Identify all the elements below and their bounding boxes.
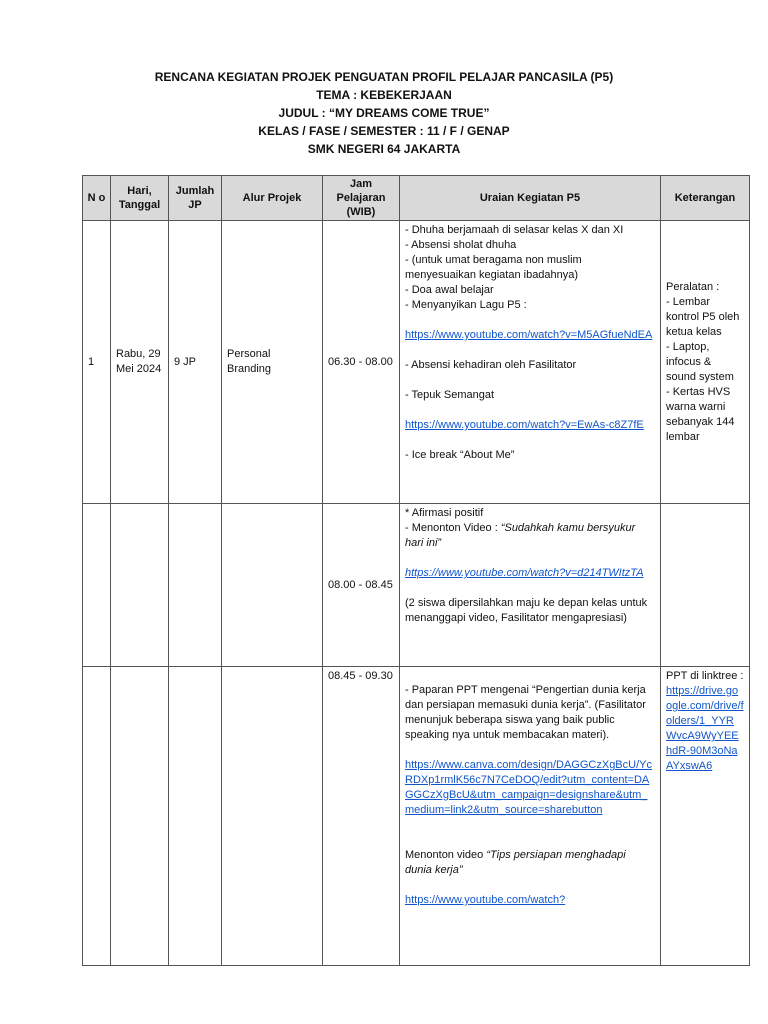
header-uraian-kegiatan: Uraian Kegiatan P5 <box>400 176 661 221</box>
cell-alur-projek <box>222 504 323 667</box>
table-row <box>83 504 750 667</box>
cell-hari-tanggal <box>111 504 169 667</box>
cell-alur-projek: Personal Branding <box>222 221 323 504</box>
cell-no <box>83 504 111 667</box>
cell-jumlah-jp <box>169 667 222 966</box>
cell-hari-tanggal: Rabu, 29 Mei 2024 <box>111 221 169 504</box>
tips-prefix: Menonton video <box>405 849 487 861</box>
cell-jumlah-jp <box>169 504 222 667</box>
google-drive-link[interactable]: https://drive.google.com/drive/folders/1_YYRWvcA9WyYEEhdR-90M3oNaAYxswA6 <box>666 685 744 772</box>
header-no: N o <box>83 176 111 221</box>
cell-jam: 08.00 - 08.45 <box>323 504 400 667</box>
keterangan-peralatan: Peralatan : - Lembar kontrol P5 oleh ketua kelas - Laptop, infocus & sound system - Kertas HVS warna warni sebanyak 144 lembar <box>666 280 740 443</box>
cell-jam: 08.45 - 09.30 <box>323 667 400 966</box>
cell-hari-tanggal <box>111 667 169 966</box>
header-jumlah-jp: Jumlah JP <box>169 176 222 221</box>
cell-keterangan <box>661 504 750 667</box>
youtube-link-bersyukur[interactable]: https://www.youtube.com/watch?v=d214TWItzTA <box>405 567 644 579</box>
youtube-link-lagu-p5[interactable]: https://www.youtube.com/watch?v=M5AGfueNdEA <box>405 329 653 341</box>
table-row <box>83 667 750 966</box>
tips-title: “Tips persiapan menghadapi dunia kerja” <box>405 849 626 876</box>
video-title: “Sudahkah kamu bersyukur hari ini” <box>405 522 636 549</box>
canva-link[interactable]: https://www.canva.com/design/DAGGCzXgBcU/YcRDXp1rmlK56c7N7CeDOQ/edit?utm_content=DAGGCzXgBcU&utm_campaign=designshare&utm_medium=link2&utm_source=sharebutton <box>405 759 652 816</box>
title-theme: TEMA : KEBEKERJAAN <box>316 88 452 102</box>
cell-keterangan <box>661 667 750 966</box>
uraian-afirmasi: * Afirmasi positif <box>405 507 484 519</box>
activity-table <box>82 175 750 966</box>
youtube-link-tips[interactable]: https://www.youtube.com/watch? <box>405 894 566 906</box>
header-jam-pelajaran: Jam Pelajaran (WIB) <box>323 176 400 221</box>
video-prefix: - Menonton Video : <box>405 522 501 534</box>
cell-uraian <box>400 667 661 966</box>
title-kelas: KELAS / FASE / SEMESTER : 11 / F / GENAP <box>258 124 510 138</box>
cell-keterangan <box>661 221 750 504</box>
cell-alur-projek <box>222 667 323 966</box>
cell-jumlah-jp: 9 JP <box>169 221 222 504</box>
title-judul: JUDUL : “MY DREAMS COME TRUE” <box>278 106 490 120</box>
table-header-row <box>83 176 750 221</box>
uraian-tanggapan: (2 siswa dipersilahkan maju ke depan kelas untuk menanggapi video, Fasilitator mengapresiasi) <box>405 597 648 624</box>
uraian-absensi: - Absensi kehadiran oleh Fasilitator <box>405 359 577 371</box>
cell-no <box>83 667 111 966</box>
uraian-tepuk-semangat: - Tepuk Semangat <box>405 389 495 401</box>
header-alur-projek: Alur Projek <box>222 176 323 221</box>
uraian-ice-break: - Ice break “About Me” <box>405 449 515 461</box>
title-line-1: RENCANA KEGIATAN PROJEK PENGUATAN PROFIL PELAJAR PANCASILA (P5) <box>154 70 614 84</box>
uraian-menonton-tips <box>405 848 655 878</box>
header-keterangan: Keterangan <box>661 176 750 221</box>
title-school: SMK NEGERI 64 JAKARTA <box>307 142 461 156</box>
cell-uraian <box>400 221 661 504</box>
keterangan-ppt: PPT di linktree : <box>666 670 744 682</box>
header-hari-tanggal: Hari, Tanggal <box>111 176 169 221</box>
uraian-menonton-video <box>405 521 655 551</box>
cell-jam: 06.30 - 08.00 <box>323 221 400 504</box>
cell-no: 1 <box>83 221 111 504</box>
cell-uraian <box>400 504 661 667</box>
document-title-block <box>0 68 768 158</box>
youtube-link-tepuk-semangat[interactable]: https://www.youtube.com/watch?v=EwAs-c8Z7fE <box>405 419 644 431</box>
uraian-list-top: - Dhuha berjamaah di selasar kelas X dan XI - Absensi sholat dhuha - (untuk umat beragama non muslim menyesuaikan kegiatan ibadahnya) - Doa awal belajar - Menyanyikan Lagu P5 : <box>405 224 624 311</box>
uraian-paparan-ppt: - Paparan PPT mengenai “Pengertian dunia kerja dan persiapan memasuki dunia kerja”. (Fasilitator menunjuk beberapa siswa yang baik public speaking nya untuk membacakan materi). <box>405 684 646 741</box>
table-row <box>83 221 750 504</box>
